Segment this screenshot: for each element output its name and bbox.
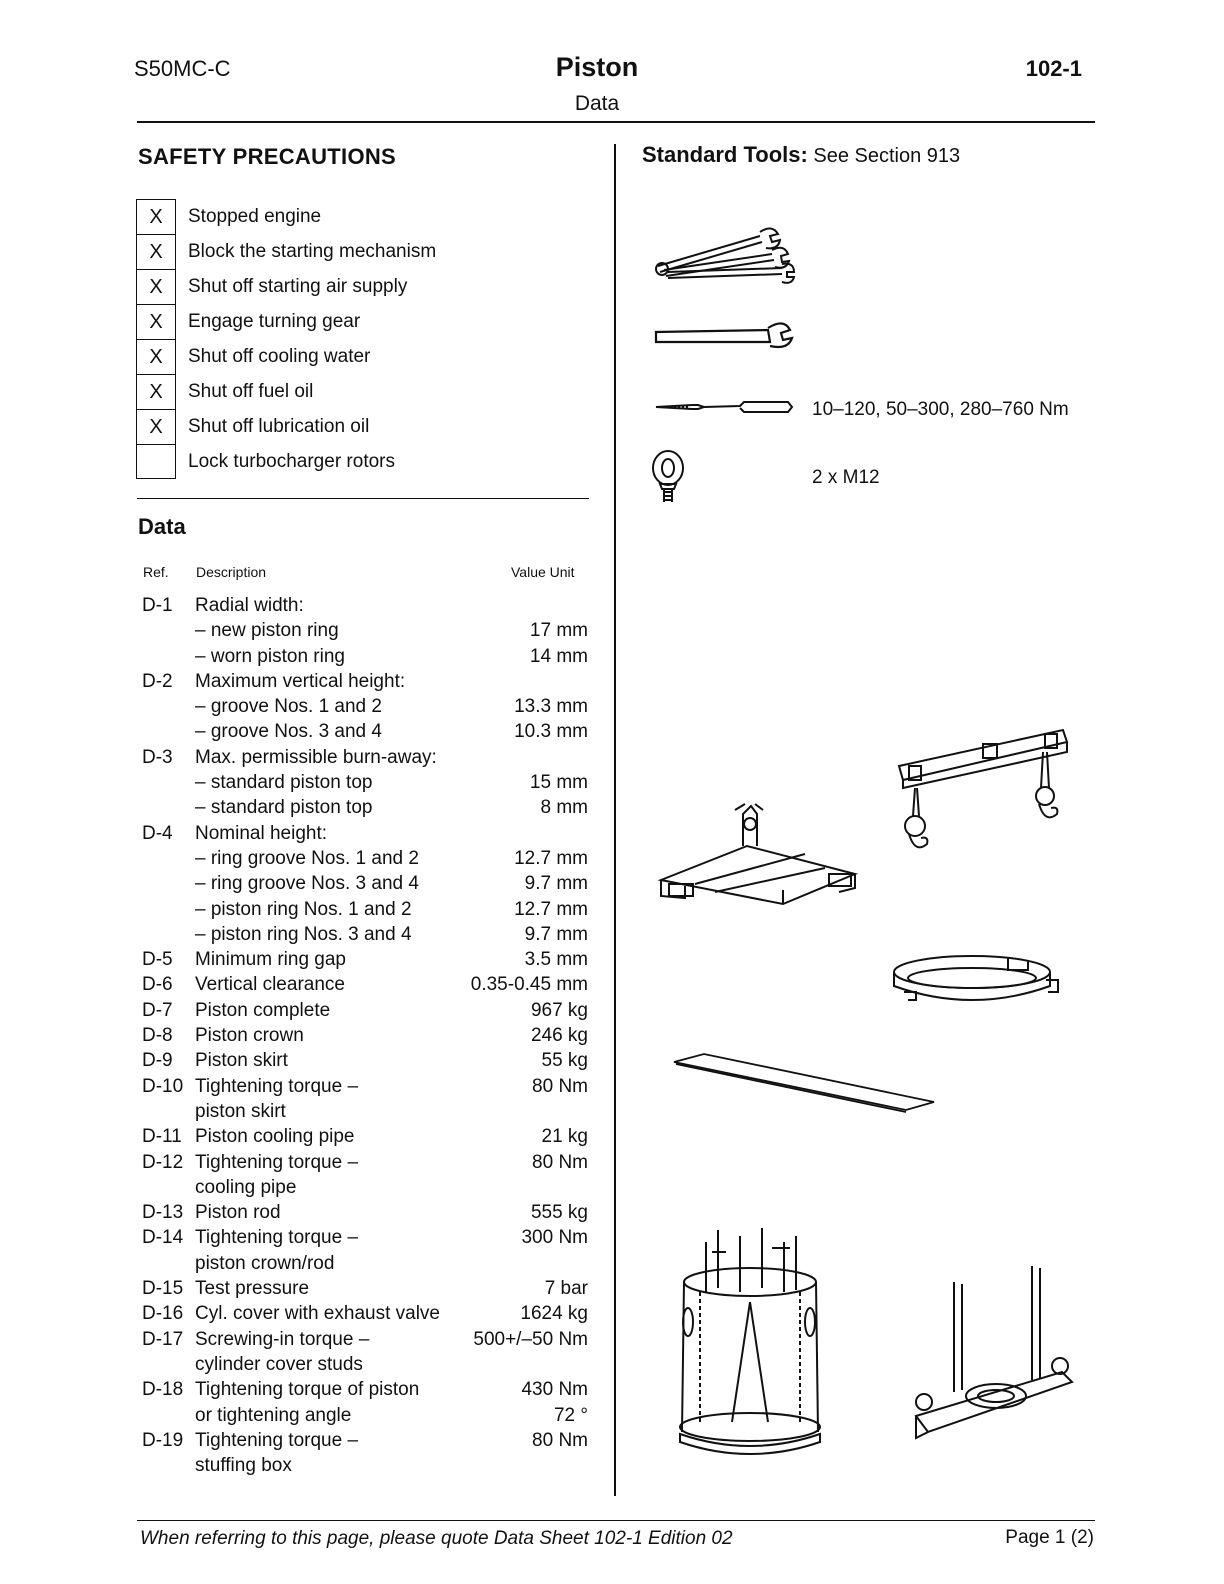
data-ref [142,1251,195,1276]
safety-checkbox: X [136,339,176,374]
data-ref: D-15 [142,1278,184,1300]
data-description: Tightening torque – [195,1151,359,1173]
tools-heading-bold: Standard Tools: [642,142,808,167]
data-ref: D-16 [142,1303,184,1325]
data-value: 3.5 mm [524,949,588,971]
data-description: – worn piston ring [195,645,345,667]
footer-rule [137,1520,1095,1521]
data-value [448,821,588,846]
safety-checkbox: X [136,304,176,339]
data-value: 430 Nm [521,1379,588,1401]
eye-bolt-icon [650,448,690,504]
data-row [142,1327,588,1352]
data-value: 246 kg [530,1025,588,1047]
data-ref [142,719,195,744]
data-table [142,593,588,1478]
data-description: Minimum ring gap [195,949,346,971]
data-value [448,1175,588,1200]
data-row [142,770,588,795]
data-value [448,1453,588,1478]
safety-item [136,304,436,339]
data-value: 21 kg [541,1126,588,1148]
data-row [142,1428,588,1453]
data-ref: D-4 [142,822,173,844]
data-description: Piston complete [195,999,331,1021]
data-ref: D-3 [142,746,173,768]
data-row [142,922,588,947]
data-ref: D-11 [142,1126,182,1148]
safety-item [136,339,436,374]
data-ref [142,644,195,669]
page-subtitle: Data [574,92,620,115]
data-description: – piston ring Nos. 1 and 2 [195,898,412,920]
data-description: Piston cooling pipe [195,1126,355,1148]
data-row [142,719,588,744]
eye-bolt-note: 2 x M12 [812,467,880,488]
data-description: cooling pipe [195,1176,297,1198]
torque-wrench-icon [652,397,797,417]
data-description: Piston rod [195,1202,281,1224]
safety-item-label: Lock turbocharger rotors [188,450,395,472]
data-description: Vertical clearance [195,974,345,996]
data-value [448,669,588,694]
data-ref: D-9 [142,1050,173,1072]
data-row [142,1074,588,1099]
data-value: 12.7 mm [514,898,588,920]
data-row [142,694,588,719]
data-value: 17 mm [529,620,588,642]
data-value: 0.35-0.45 mm [470,974,588,996]
data-row [142,1023,588,1048]
data-ref: D-14 [142,1227,184,1249]
data-value [448,1099,588,1124]
tools-heading-rest: See Section 913 [807,145,961,167]
data-ref [142,770,195,795]
data-row [142,1124,588,1149]
data-value: 80 Nm [532,1151,588,1173]
safety-checkbox: X [136,374,176,409]
data-row [142,618,588,643]
page-title: Piston [555,52,639,82]
safety-rule [137,498,589,499]
safety-item-label: Shut off cooling water [188,345,371,367]
data-row [142,1175,588,1200]
data-row [142,897,588,922]
page-code: 102-1 [1025,56,1082,81]
data-value: 55 kg [541,1050,588,1072]
data-description: piston crown/rod [195,1252,335,1274]
data-description: Screwing-in torque – [195,1328,370,1350]
data-description: Tightening torque – [195,1075,359,1097]
data-description: Radial width: [195,595,304,616]
data-ref [142,694,195,719]
data-row [142,1276,588,1301]
data-description: Test pressure [195,1278,310,1300]
data-ref [142,846,195,871]
data-row [142,745,588,770]
safety-checkbox: X [136,269,176,304]
data-ref [142,1403,195,1428]
data-description: Max. permissible burn-away: [195,746,437,768]
data-value: 15 mm [529,772,588,794]
data-row [142,1301,588,1326]
data-row [142,1251,588,1276]
data-ref [142,1453,195,1478]
safety-checkbox: X [136,199,176,234]
data-ref [142,922,195,947]
data-row [142,1403,588,1428]
data-value [448,745,588,770]
engine-code: S50MC-C [134,56,231,81]
data-description: Piston skirt [195,1050,288,1072]
data-ref: D-19 [142,1429,184,1451]
data-row [142,1099,588,1124]
data-value: 500+/–50 Nm [473,1328,588,1350]
data-value: 967 kg [530,999,588,1021]
safety-item-label: Shut off fuel oil [188,380,314,402]
data-row [142,1453,588,1478]
data-value: 10.3 mm [514,721,588,743]
data-value: 9.7 mm [524,873,588,895]
data-ref [142,871,195,896]
safety-checkbox: X [136,409,176,444]
data-ref [142,1175,195,1200]
data-value: 9.7 mm [524,923,588,945]
tools-heading [642,142,960,168]
safety-heading: SAFETY PRECAUTIONS [138,144,397,169]
safety-item-label: Stopped engine [188,205,322,227]
data-ref: D-7 [142,999,173,1021]
data-row [142,821,588,846]
safety-item-label: Shut off starting air supply [188,275,408,297]
footer-note: When referring to this page, please quote Data Sheet 102-1 Edition 02 [140,1528,733,1549]
torque-range-note: 10–120, 50–300, 280–760 Nm [812,399,1069,420]
data-ref: D-12 [142,1151,184,1173]
header-rule [137,121,1095,123]
safety-checklist [136,199,436,479]
data-value [448,1251,588,1276]
data-row [142,947,588,972]
safety-item-label: Shut off lubrication oil [188,415,370,437]
data-ref: D-17 [142,1328,184,1350]
page-number: Page 1 (2) [1005,1527,1094,1548]
safety-item [136,444,436,479]
safety-item [136,234,436,269]
data-value: 72 ° [553,1404,588,1426]
safety-checkbox [136,444,176,479]
data-description: – ring groove Nos. 1 and 2 [195,847,419,869]
data-value: 8 mm [540,797,588,819]
safety-item [136,269,436,304]
data-description: stuffing box [195,1455,292,1477]
data-value: 300 Nm [521,1227,588,1249]
data-row [142,1377,588,1402]
data-ref: D-1 [142,595,173,616]
data-row [142,871,588,896]
data-description: Nominal height: [195,822,328,844]
data-ref: D-5 [142,949,173,971]
data-description: Tightening torque – [195,1227,359,1249]
data-row [142,1150,588,1175]
safety-item [136,199,436,234]
data-value: 14 mm [529,645,588,667]
data-row [142,1352,588,1377]
piston-stand-icon [676,1222,824,1457]
data-ref: D-8 [142,1025,173,1047]
data-description: – ring groove Nos. 3 and 4 [195,873,419,895]
safety-item [136,409,436,444]
data-row [142,593,588,618]
data-value: 13.3 mm [514,696,588,718]
data-row [142,1200,588,1225]
column-divider [614,144,616,1496]
col-ref-header: Ref. [143,564,169,580]
data-description: – groove Nos. 3 and 4 [195,721,382,743]
lifting-tool-icon [655,800,865,920]
data-ref: D-6 [142,974,173,996]
data-description: – piston ring Nos. 3 and 4 [195,923,412,945]
data-description: – standard piston top [195,797,373,819]
data-description: Cyl. cover with exhaust valve [195,1303,440,1325]
combination-wrenches-icon [650,218,800,288]
data-description: – groove Nos. 1 and 2 [195,696,382,718]
data-ref [142,897,195,922]
data-row [142,998,588,1023]
data-description: Piston crown [195,1025,304,1047]
data-description: – standard piston top [195,772,373,794]
data-ref [142,795,195,820]
data-row [142,1048,588,1073]
data-value [448,593,588,618]
piston-ring-support-icon [888,950,1068,1010]
data-description: piston skirt [195,1100,286,1122]
data-row [142,846,588,871]
data-value: 7 bar [544,1278,588,1300]
data-row [142,1225,588,1250]
data-description: Tightening torque of piston [195,1379,420,1401]
protective-strip-icon [670,1050,940,1116]
data-heading: Data [138,514,186,539]
data-ref: D-10 [142,1075,184,1097]
safety-item-label: Engage turning gear [188,310,361,332]
lifting-beam-icon [895,722,1070,867]
data-description: – new piston ring [195,620,339,642]
data-value [448,1352,588,1377]
data-row [142,644,588,669]
data-row [142,972,588,997]
data-value: 1624 kg [520,1303,588,1325]
data-description: cylinder cover studs [195,1353,363,1375]
data-ref [142,1099,195,1124]
data-ref [142,618,195,643]
col-desc-header: Description [196,564,267,580]
data-row [142,795,588,820]
mounting-frame-icon [910,1262,1075,1442]
safety-item [136,374,436,409]
data-description: Maximum vertical height: [195,670,406,692]
data-description: Tightening torque – [195,1429,359,1451]
data-value: 555 kg [530,1202,588,1224]
data-ref: D-13 [142,1202,184,1224]
data-ref [142,1352,195,1377]
safety-item-label: Block the starting mechanism [188,240,437,262]
data-value: 80 Nm [532,1429,588,1451]
safety-checkbox: X [136,234,176,269]
data-description: or tightening angle [195,1404,352,1426]
col-value-header: Value Unit [511,564,575,580]
data-ref: D-2 [142,670,173,692]
data-value: 80 Nm [532,1075,588,1097]
data-row [142,669,588,694]
data-value: 12.7 mm [514,847,588,869]
data-ref: D-18 [142,1379,184,1401]
open-end-wrench-icon [652,320,802,356]
